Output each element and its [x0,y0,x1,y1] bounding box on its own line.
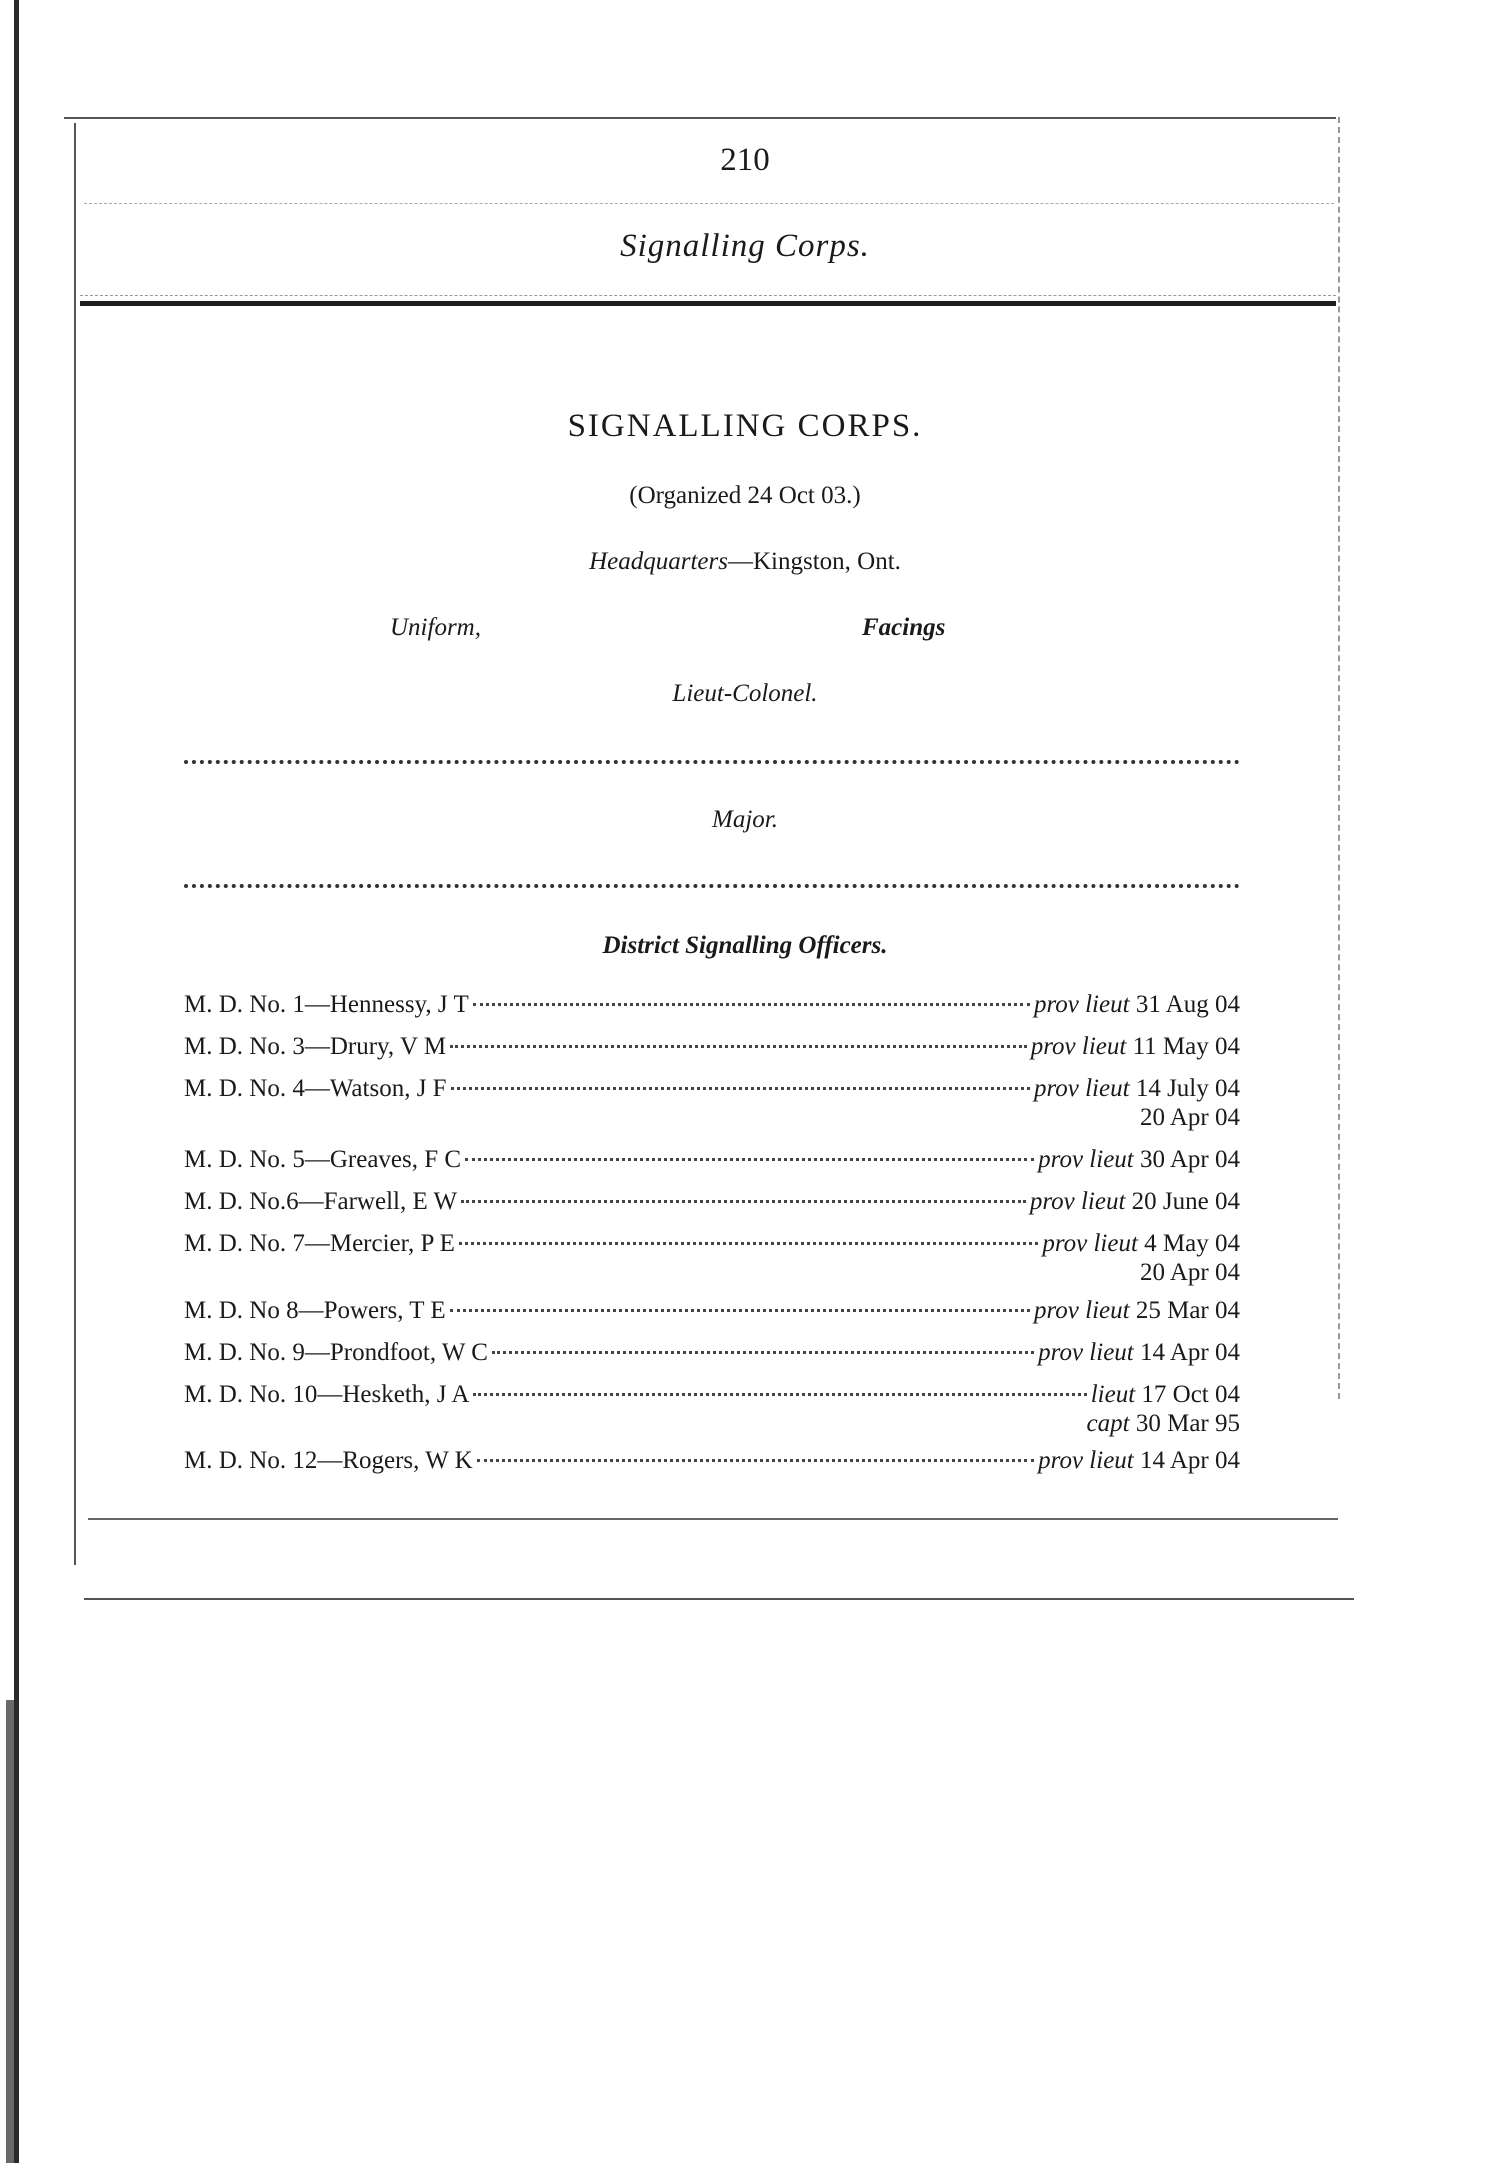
officer-secondary-date: 20 Apr 04 [1140,1259,1240,1286]
officer-rank: prov lieut [1038,1447,1134,1474]
officer-rank: prov lieut [1029,1188,1126,1215]
officer-rank: prov lieut [1034,1297,1130,1324]
officer-entry [184,1380,1240,1438]
uniform-label: Uniform, [390,614,481,641]
officer-district-name: M. D. No. 5—Greaves, F C [184,1146,462,1173]
running-title: Signalling Corps. [620,228,870,264]
officer-district-name: M. D. No. 7—Mercier, P E [184,1230,455,1257]
officer-entry [184,1296,1240,1325]
officer-date: 11 May 04 [1132,1033,1240,1060]
officer-date: 14 Apr 04 [1140,1447,1240,1474]
officer-district-name: M. D. No.6—Farwell, E W [184,1188,458,1215]
dot-leader [451,1087,1030,1090]
header-thick-rule [80,301,1336,306]
dot-leader [461,1200,1026,1203]
officer-entry [184,1338,1240,1367]
rank-heading-district-officers: District Signalling Officers. [602,932,888,959]
officer-district-name: M. D. No. 4—Watson, J F [184,1075,447,1102]
dot-leader [473,1003,1030,1006]
officer-rank: prov lieut [1033,991,1130,1018]
dot-leader [450,1309,1030,1312]
vacancy-dotted-line [184,884,1240,888]
rank-heading-major: Major. [712,806,778,833]
headquarters-line [0,548,1490,576]
dot-leader [465,1158,1034,1161]
rank-heading-lieut-colonel: Lieut-Colonel. [672,680,818,707]
officer-date: 17 Oct 04 [1141,1381,1240,1408]
officer-date: 30 Apr 04 [1140,1146,1240,1173]
officer-district-name: M. D. No. 10—Hesketh, J A [184,1381,470,1408]
officer-district-name: M. D. No. 1—Hennessy, J T [184,991,469,1018]
section-end-rule [88,1518,1338,1520]
officer-rank: prov lieut [1030,1033,1127,1060]
officer-entry [184,1229,1240,1287]
dot-leader [459,1242,1038,1245]
header-divider [84,203,1334,204]
vacancy-dotted-line [184,760,1240,764]
headquarters-label: Headquarters [589,548,728,575]
officer-entry [184,990,1240,1019]
officer-date: 14 Apr 04 [1140,1339,1240,1366]
frame-bottom-rule [84,1598,1354,1600]
frame-left-rule [74,123,76,1565]
page-number: 210 [720,142,770,178]
dot-leader [450,1045,1027,1048]
header-thin-rule [80,295,1336,296]
headquarters-value: —Kingston, Ont. [727,548,901,575]
officer-entry [184,1032,1240,1061]
officer-entry [184,1145,1240,1174]
officer-district-name: M. D. No. 3—Drury, V M [184,1033,447,1060]
dot-leader [492,1351,1034,1354]
organized-date: (Organized 24 Oct 03.) [629,482,861,509]
section-title: SIGNALLING CORPS. [567,408,923,444]
officer-date: 4 May 04 [1144,1230,1240,1257]
officer-rank: prov lieut [1042,1230,1138,1257]
page-spine-edge [14,0,19,2163]
officer-district-name: M. D. No. 9—Prondfoot, W C [184,1339,488,1366]
frame-top-rule [64,117,1336,119]
dot-leader [477,1459,1034,1462]
officer-entry [184,1187,1240,1216]
page-spine-shadow [6,1700,14,2163]
officer-rank: prov lieut [1038,1339,1134,1366]
frame-right-rule [1338,117,1340,1399]
officer-entry [184,1074,1240,1132]
officer-rank: prov lieut [1038,1146,1134,1173]
officer-date: 20 June 04 [1131,1188,1240,1215]
officer-district-name: M. D. No 8—Powers, T E [184,1297,446,1324]
officer-secondary-date: capt 30 Mar 95 [1086,1410,1240,1437]
officer-date: 14 July 04 [1135,1075,1240,1102]
officer-date: 25 Mar 04 [1135,1297,1240,1324]
officer-entry [184,1446,1240,1475]
officer-secondary-date: 20 Apr 04 [1140,1104,1240,1131]
dot-leader [473,1393,1086,1396]
officer-rank: lieut [1090,1381,1136,1408]
officer-district-name: M. D. No. 12—Rogers, W K [184,1447,473,1474]
officer-date: 31 Aug 04 [1135,991,1240,1018]
officer-rank: prov lieut [1033,1075,1130,1102]
facings-label: Facings [862,614,946,641]
